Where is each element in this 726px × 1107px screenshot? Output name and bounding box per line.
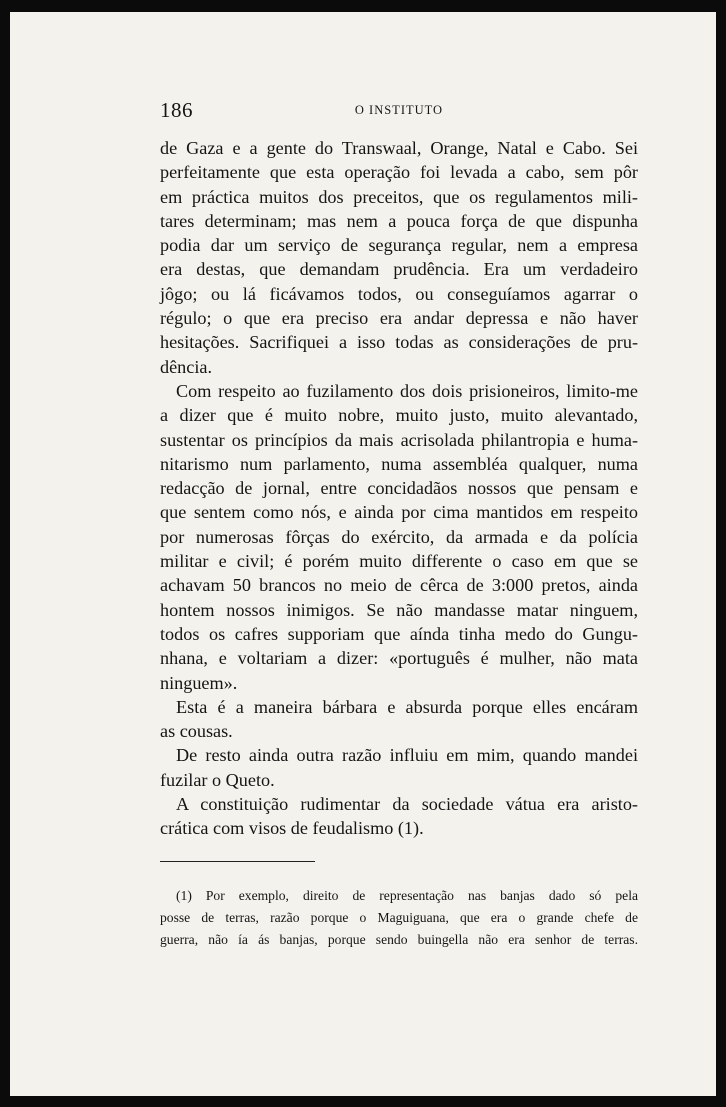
text-line: nitarismo num parlamento, numa assembléa qualquer, numa	[160, 453, 638, 474]
text-line: hesitações. Sacrifiquei a isso todas as considerações de pru-	[160, 332, 638, 353]
text-line: as cousas.	[160, 721, 233, 742]
text-line: que sentem como nós, e ainda por cima mantidos em respeito	[160, 502, 638, 523]
running-head: O INSTITUTO	[354, 103, 444, 117]
text-line: perfeitamente que esta operação foi levada a cabo, sem pôr	[160, 162, 638, 183]
text-line: a dizer que é muito nobre, muito justo, muito alevantado,	[160, 405, 638, 426]
footnote	[160, 885, 638, 951]
text-line: era destas, que demandam prudência. Era um verdadeiro	[160, 259, 638, 280]
text-line: podia dar um serviço de segurança regular, nem a empresa	[160, 235, 638, 256]
text-line: todos os cafres supporiam que aínda tinha medo do Gungu-	[160, 623, 638, 644]
body-text	[160, 136, 638, 841]
text-line: redacção de jornal, entre concidadãos nossos que pensam e	[160, 478, 638, 499]
text-line: hontem nossos inimigos. Se não mandasse matar ninguem,	[160, 599, 638, 620]
footnote-line: (1) Por exemplo, direito de representação nas banjas dado só pela	[176, 888, 638, 903]
footnote-divider	[160, 861, 315, 862]
text-line: por numerosas fôrças do exército, da armada e da polícia	[160, 526, 638, 547]
text-line: Esta é a maneira bárbara e absurda porque elles encáram	[176, 696, 638, 717]
text-line: dência.	[160, 356, 213, 377]
text-line: militar e civil; é porém muito differente o caso em que se	[160, 551, 638, 572]
text-line: Com respeito ao fuzilamento dos dois prisioneiros, limito-me	[176, 380, 638, 401]
text-line: sustentar os princípios da mais acrisolada philantropia e huma-	[160, 429, 638, 450]
text-line: De resto ainda outra razão influiu em mim, quando mandei	[176, 745, 638, 766]
text-line: jôgo; ou lá ficávamos todos, ou conseguíamos agarrar o	[160, 283, 638, 304]
text-line: de Gaza e a gente do Transwaal, Orange, Natal e Cabo. Sei	[160, 138, 638, 158]
scanned-page	[10, 12, 716, 1096]
page-header	[160, 98, 638, 128]
text-line: em práctica muitos dos preceitos, que os regulamentos mili-	[160, 186, 638, 207]
text-line: ninguem».	[160, 672, 238, 693]
text-line: A constituição rudimentar da sociedade vátua era aristo-	[176, 794, 638, 815]
footnote-line: guerra, não ía ás banjas, porque sendo buingella não era senhor de terras.	[160, 932, 638, 947]
text-line: tares determinam; mas nem a pouca força de que dispunha	[160, 210, 638, 231]
footnote-line: posse de terras, razão porque o Maguiguana, que era o grande chefe de	[160, 910, 638, 925]
text-line: fuzilar o Queto.	[160, 769, 275, 790]
text-line: crática com visos de feudalismo (1).	[160, 818, 424, 839]
text-line: régulo; o que era preciso era andar depressa e não haver	[160, 308, 638, 329]
text-line: achavam 50 brancos no meio de cêrca de 3:000 pretos, ainda	[160, 575, 638, 596]
page-number: 186	[160, 98, 193, 122]
text-line: nhana, e voltariam a dizer: «português é mulher, não mata	[160, 648, 638, 669]
